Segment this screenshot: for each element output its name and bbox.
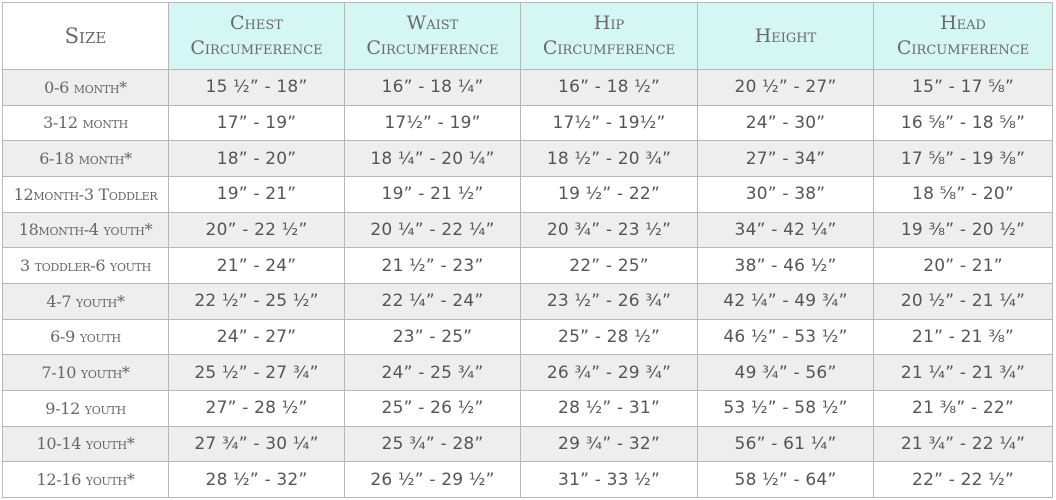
cell-hip: 31” - 33 ½” xyxy=(521,462,698,498)
cell-waist: 25 ¾” - 28” xyxy=(345,426,521,462)
cell-height: 24” - 30” xyxy=(698,105,874,141)
table-row xyxy=(3,212,1053,248)
cell-height: 30” - 38” xyxy=(698,176,874,212)
cell-head: 21 ¼” - 21 ¾” xyxy=(874,355,1053,391)
cell-waist: 21 ½” - 23” xyxy=(345,248,521,284)
cell-waist: 24” - 25 ¾” xyxy=(345,355,521,391)
table-row xyxy=(3,141,1053,177)
cell-waist: 18 ¼” - 20 ¼” xyxy=(345,141,521,177)
cell-waist: 26 ½” - 29 ½” xyxy=(345,462,521,498)
table-row xyxy=(3,426,1053,462)
cell-height: 49 ¾” - 56” xyxy=(698,355,874,391)
cell-height: 27” - 34” xyxy=(698,141,874,177)
cell-head: 19 ⅜” - 20 ½” xyxy=(874,212,1053,248)
cell-head: 16 ⅝” - 18 ⅝” xyxy=(874,105,1053,141)
cell-chest: 19” - 21” xyxy=(169,176,345,212)
cell-head: 15” - 17 ⅝” xyxy=(874,70,1053,106)
cell-waist: 20 ¼” - 22 ¼” xyxy=(345,212,521,248)
cell-size: 0-6 month* xyxy=(3,70,169,106)
header-size: Size xyxy=(3,3,169,70)
cell-size: 12month-3 Toddler xyxy=(3,176,169,212)
cell-size: 3 toddler-6 youth xyxy=(3,248,169,284)
table-row xyxy=(3,248,1053,284)
cell-size: 10-14 youth* xyxy=(3,426,169,462)
cell-hip: 23 ½” - 26 ¾” xyxy=(521,283,698,319)
cell-head: 20 ½” - 21 ¼” xyxy=(874,283,1053,319)
cell-height: 34” - 42 ¼” xyxy=(698,212,874,248)
cell-head: 20” - 21” xyxy=(874,248,1053,284)
cell-height: 42 ¼” - 49 ¾” xyxy=(698,283,874,319)
table-row xyxy=(3,390,1053,426)
cell-chest: 25 ½” - 27 ¾” xyxy=(169,355,345,391)
cell-chest: 21” - 24” xyxy=(169,248,345,284)
table-row xyxy=(3,462,1053,498)
cell-size: 7-10 youth* xyxy=(3,355,169,391)
cell-head: 21 ⅜” - 22” xyxy=(874,390,1053,426)
cell-height: 53 ½” - 58 ½” xyxy=(698,390,874,426)
cell-head: 18 ⅝” - 20” xyxy=(874,176,1053,212)
cell-hip: 17½” - 19½” xyxy=(521,105,698,141)
header-height: Height xyxy=(698,3,874,70)
cell-size: 12-16 youth* xyxy=(3,462,169,498)
cell-chest: 20” - 22 ½” xyxy=(169,212,345,248)
cell-hip: 19 ½” - 22” xyxy=(521,176,698,212)
cell-size: 6-9 youth xyxy=(3,319,169,355)
table-row xyxy=(3,355,1053,391)
cell-head: 17 ⅝” - 19 ⅜” xyxy=(874,141,1053,177)
table-row xyxy=(3,70,1053,106)
cell-head: 21 ¾” - 22 ¼” xyxy=(874,426,1053,462)
cell-size: 6-18 month* xyxy=(3,141,169,177)
cell-waist: 17½” - 19” xyxy=(345,105,521,141)
table-row xyxy=(3,105,1053,141)
cell-height: 20 ½” - 27” xyxy=(698,70,874,106)
table-row xyxy=(3,283,1053,319)
cell-hip: 28 ½” - 31” xyxy=(521,390,698,426)
size-chart-header xyxy=(3,3,1053,70)
cell-waist: 23” - 25” xyxy=(345,319,521,355)
cell-size: 18month-4 youth* xyxy=(3,212,169,248)
cell-height: 58 ½” - 64” xyxy=(698,462,874,498)
cell-hip: 25” - 28 ½” xyxy=(521,319,698,355)
cell-size: 9-12 youth xyxy=(3,390,169,426)
cell-chest: 28 ½” - 32” xyxy=(169,462,345,498)
cell-size: 4-7 youth* xyxy=(3,283,169,319)
cell-hip: 18 ½” - 20 ¾” xyxy=(521,141,698,177)
cell-chest: 24” - 27” xyxy=(169,319,345,355)
cell-waist: 22 ¼” - 24” xyxy=(345,283,521,319)
table-row xyxy=(3,319,1053,355)
cell-chest: 15 ½” - 18” xyxy=(169,70,345,106)
cell-head: 21” - 21 ⅜” xyxy=(874,319,1053,355)
cell-height: 46 ½” - 53 ½” xyxy=(698,319,874,355)
header-head-circumference: Head Circumference xyxy=(874,3,1053,70)
cell-chest: 17” - 19” xyxy=(169,105,345,141)
cell-chest: 22 ½” - 25 ½” xyxy=(169,283,345,319)
header-chest-circumference: Chest Circumference xyxy=(169,3,345,70)
cell-hip: 29 ¾” - 32” xyxy=(521,426,698,462)
cell-waist: 19” - 21 ½” xyxy=(345,176,521,212)
size-chart-body xyxy=(3,70,1053,498)
cell-hip: 16” - 18 ½” xyxy=(521,70,698,106)
cell-hip: 22” - 25” xyxy=(521,248,698,284)
cell-chest: 27 ¾” - 30 ¼” xyxy=(169,426,345,462)
cell-hip: 26 ¾” - 29 ¾” xyxy=(521,355,698,391)
cell-chest: 18” - 20” xyxy=(169,141,345,177)
cell-waist: 16” - 18 ¼” xyxy=(345,70,521,106)
header-hip-circumference: Hip Circumference xyxy=(521,3,698,70)
cell-waist: 25” - 26 ½” xyxy=(345,390,521,426)
size-chart-table xyxy=(2,2,1053,498)
cell-head: 22” - 22 ½” xyxy=(874,462,1053,498)
cell-size: 3-12 month xyxy=(3,105,169,141)
table-row xyxy=(3,176,1053,212)
cell-chest: 27” - 28 ½” xyxy=(169,390,345,426)
header-waist-circumference: Waist Circumference xyxy=(345,3,521,70)
cell-hip: 20 ¾” - 23 ½” xyxy=(521,212,698,248)
cell-height: 56” - 61 ¼” xyxy=(698,426,874,462)
cell-height: 38” - 46 ½” xyxy=(698,248,874,284)
header-row xyxy=(3,3,1053,70)
